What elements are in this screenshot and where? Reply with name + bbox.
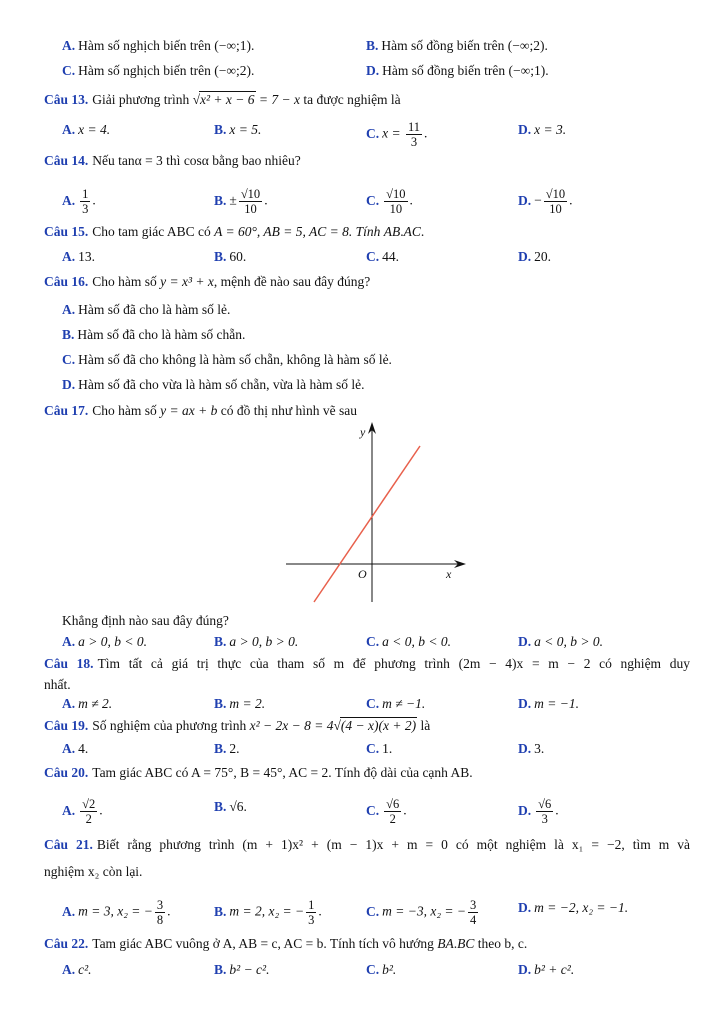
q22-option-c[interactable]: C. b².: [366, 962, 397, 977]
q12-option-d[interactable]: D. Hàm số đồng biến trên (−∞;1).: [366, 63, 549, 78]
q13-label: Câu 13.: [44, 92, 89, 107]
origin-label: O: [358, 567, 367, 581]
q14-option-a[interactable]: A. $\frac{1}{3}$ .: [62, 187, 96, 216]
q19-radicand: (4 − x)(x + 2): [340, 718, 417, 733]
q16-option-c[interactable]: C. Hàm số đã cho không là hàm số chẵn, không là hàm số lẻ.: [62, 352, 392, 367]
q12-option-a[interactable]: A. Hàm số nghịch biến trên (−∞;1).: [62, 38, 255, 53]
vector-ba: BA: [437, 936, 454, 951]
q17-option-c[interactable]: C. a < 0, b < 0.: [366, 634, 451, 649]
graph-line: [314, 446, 420, 602]
vector-ab: AB: [383, 224, 401, 239]
q20-option-c[interactable]: C. $\frac{√6}{2}$ .: [366, 797, 407, 826]
q22-option-a[interactable]: A. c².: [62, 962, 92, 977]
q15-option-a[interactable]: A. 13.: [62, 249, 95, 264]
q20-label: Câu 20.: [44, 765, 89, 780]
q13-stem: Câu 13. Giải phương trình √x² + x − 6 = 7 − x ta được nghiệm là: [44, 92, 401, 107]
q14-option-d[interactable]: D. − $\frac{√10}{10}$ .: [518, 187, 573, 216]
q17-function-graph: [280, 418, 470, 608]
q13-option-d[interactable]: D. x = 3.: [518, 122, 567, 137]
q13-radicand: x² + x − 6: [200, 92, 255, 107]
y-axis-label: y: [360, 425, 366, 439]
q13-option-a[interactable]: A. x = 4.: [62, 122, 111, 137]
q20-option-b[interactable]: B. √6.: [214, 799, 247, 814]
q19-option-c[interactable]: C. 1.: [366, 741, 393, 756]
q15-label: Câu 15.: [44, 224, 89, 239]
q17-label: Câu 17.: [44, 403, 89, 418]
q21-option-d[interactable]: D. m = −2, x₂ = −1.: [518, 900, 629, 915]
q18-label: Câu 18.: [44, 656, 94, 671]
q22-label: Câu 22.: [44, 936, 89, 951]
q18-option-c[interactable]: C. m ≠ −1.: [366, 696, 426, 711]
q21-option-c[interactable]: C. m = −3, x₂ = − $\frac{3}{4}$: [366, 898, 477, 927]
q13-option-b[interactable]: B. x = 5.: [214, 122, 262, 137]
q17-ask: Khẳng định nào sau đây đúng?: [62, 613, 229, 628]
q12-options-row-2: [0, 61, 725, 81]
q22-option-d[interactable]: D. b² + c².: [518, 962, 575, 977]
q13-option-c[interactable]: C. x = $\frac{11}{3}$ .: [366, 120, 428, 149]
q17-options: [0, 632, 725, 652]
q21-options: [0, 898, 725, 927]
q19-label: Câu 19.: [44, 718, 89, 733]
q18-option-d[interactable]: D. m = −1.: [518, 696, 579, 711]
q21-option-b[interactable]: B. m = 2, x₂ = − $\frac{1}{3}$ .: [214, 898, 322, 927]
q15-options: [0, 247, 725, 267]
q19-options: [0, 739, 725, 759]
vector-bc: BC: [457, 936, 475, 951]
q14-option-c[interactable]: C. $\frac{√10}{10}$ .: [366, 187, 413, 216]
q17-option-a[interactable]: A. a > 0, b < 0.: [62, 634, 147, 649]
q13-options: [0, 120, 725, 149]
q17-option-d[interactable]: D. a < 0, b > 0.: [518, 634, 603, 649]
q19-stem: Câu 19. Số nghiệm của phương trình x² − 2x − 8 = 4√(4 − x)(x + 2) là: [44, 718, 431, 733]
q14-options: [0, 187, 725, 216]
q19-option-a[interactable]: A. 4.: [62, 741, 89, 756]
q21-option-a[interactable]: A. m = 3, x₂ = − $\frac{3}{8}$ .: [62, 898, 171, 927]
q16-option-a[interactable]: A. Hàm số đã cho là hàm số lẻ.: [62, 302, 231, 317]
q15-stem: Câu 15. Cho tam giác ABC có A = 60°, AB = 5, AC = 8. Tính AB.AC.: [44, 224, 425, 239]
q15-option-c[interactable]: C. 44.: [366, 249, 399, 264]
q19-option-d[interactable]: D. 3.: [518, 741, 545, 756]
q12-option-c[interactable]: C. Hàm số nghịch biến trên (−∞;2).: [62, 63, 255, 78]
vector-ac: AC: [403, 224, 421, 239]
q20-options: [0, 797, 725, 826]
q21-label: Câu 21.: [44, 837, 93, 852]
x-axis-label: x: [446, 567, 452, 581]
q18-stem-line-1: Câu 18. Tìm tất cả giá trị thực của tham số m để phương trình (2m − 4)x = m − 2 có nghiệm duy: [44, 656, 690, 671]
q20-stem: Câu 20. Tam giác ABC có A = 75°, B = 45°, AC = 2. Tính độ dài của cạnh AB.: [44, 765, 473, 780]
q12-option-b[interactable]: B. Hàm số đồng biến trên (−∞;2).: [366, 38, 548, 53]
q21-stem-line-1: Câu 21. Biết rằng phương trình (m + 1)x² + (m − 1)x + m = 0 có một nghiệm là x₁ = −2, tìm m và: [44, 837, 690, 852]
q22-options: [0, 960, 725, 980]
q14-stem: Câu 14. Nếu tanα = 3 thì cosα bằng bao nhiêu?: [44, 153, 301, 168]
q18-option-a[interactable]: A. m ≠ 2.: [62, 696, 113, 711]
q18-stem-line-2: nhất.: [44, 677, 71, 692]
q15-option-b[interactable]: B. 60.: [214, 249, 247, 264]
q14-option-b[interactable]: B. ± $\frac{√10}{10}$ .: [214, 187, 268, 216]
q17-option-b[interactable]: B. a > 0, b > 0.: [214, 634, 299, 649]
q16-option-b[interactable]: B. Hàm số đã cho là hàm số chẵn.: [62, 327, 246, 342]
q20-option-a[interactable]: A. $\frac{√2}{2}$ .: [62, 797, 103, 826]
q16-label: Câu 16.: [44, 274, 89, 289]
q12-options-row-1: [0, 36, 725, 56]
q20-option-d[interactable]: D. $\frac{√6}{3}$ .: [518, 797, 559, 826]
q19-option-b[interactable]: B. 2.: [214, 741, 240, 756]
q14-label: Câu 14.: [44, 153, 89, 168]
q17-stem: Câu 17. Cho hàm số y = ax + b có đồ thị như hình vẽ sau: [44, 403, 358, 418]
q21-stem-line-2: nghiệm x₂ còn lại.: [44, 864, 143, 879]
q18-options: [0, 694, 725, 714]
q22-option-b[interactable]: B. b² − c².: [214, 962, 270, 977]
q15-option-d[interactable]: D. 20.: [518, 249, 551, 264]
q16-stem: Câu 16. Cho hàm số y = x³ + x, mệnh đề nào sau đây đúng?: [44, 274, 371, 289]
q22-stem: Câu 22. Tam giác ABC vuông ở A, AB = c, AC = b. Tính tích vô hướng BA.BC theo b, c.: [44, 936, 528, 951]
q18-option-b[interactable]: B. m = 2.: [214, 696, 266, 711]
q16-option-d[interactable]: D. Hàm số đã cho vừa là hàm số chẵn, vừa là hàm số lẻ.: [62, 377, 365, 392]
